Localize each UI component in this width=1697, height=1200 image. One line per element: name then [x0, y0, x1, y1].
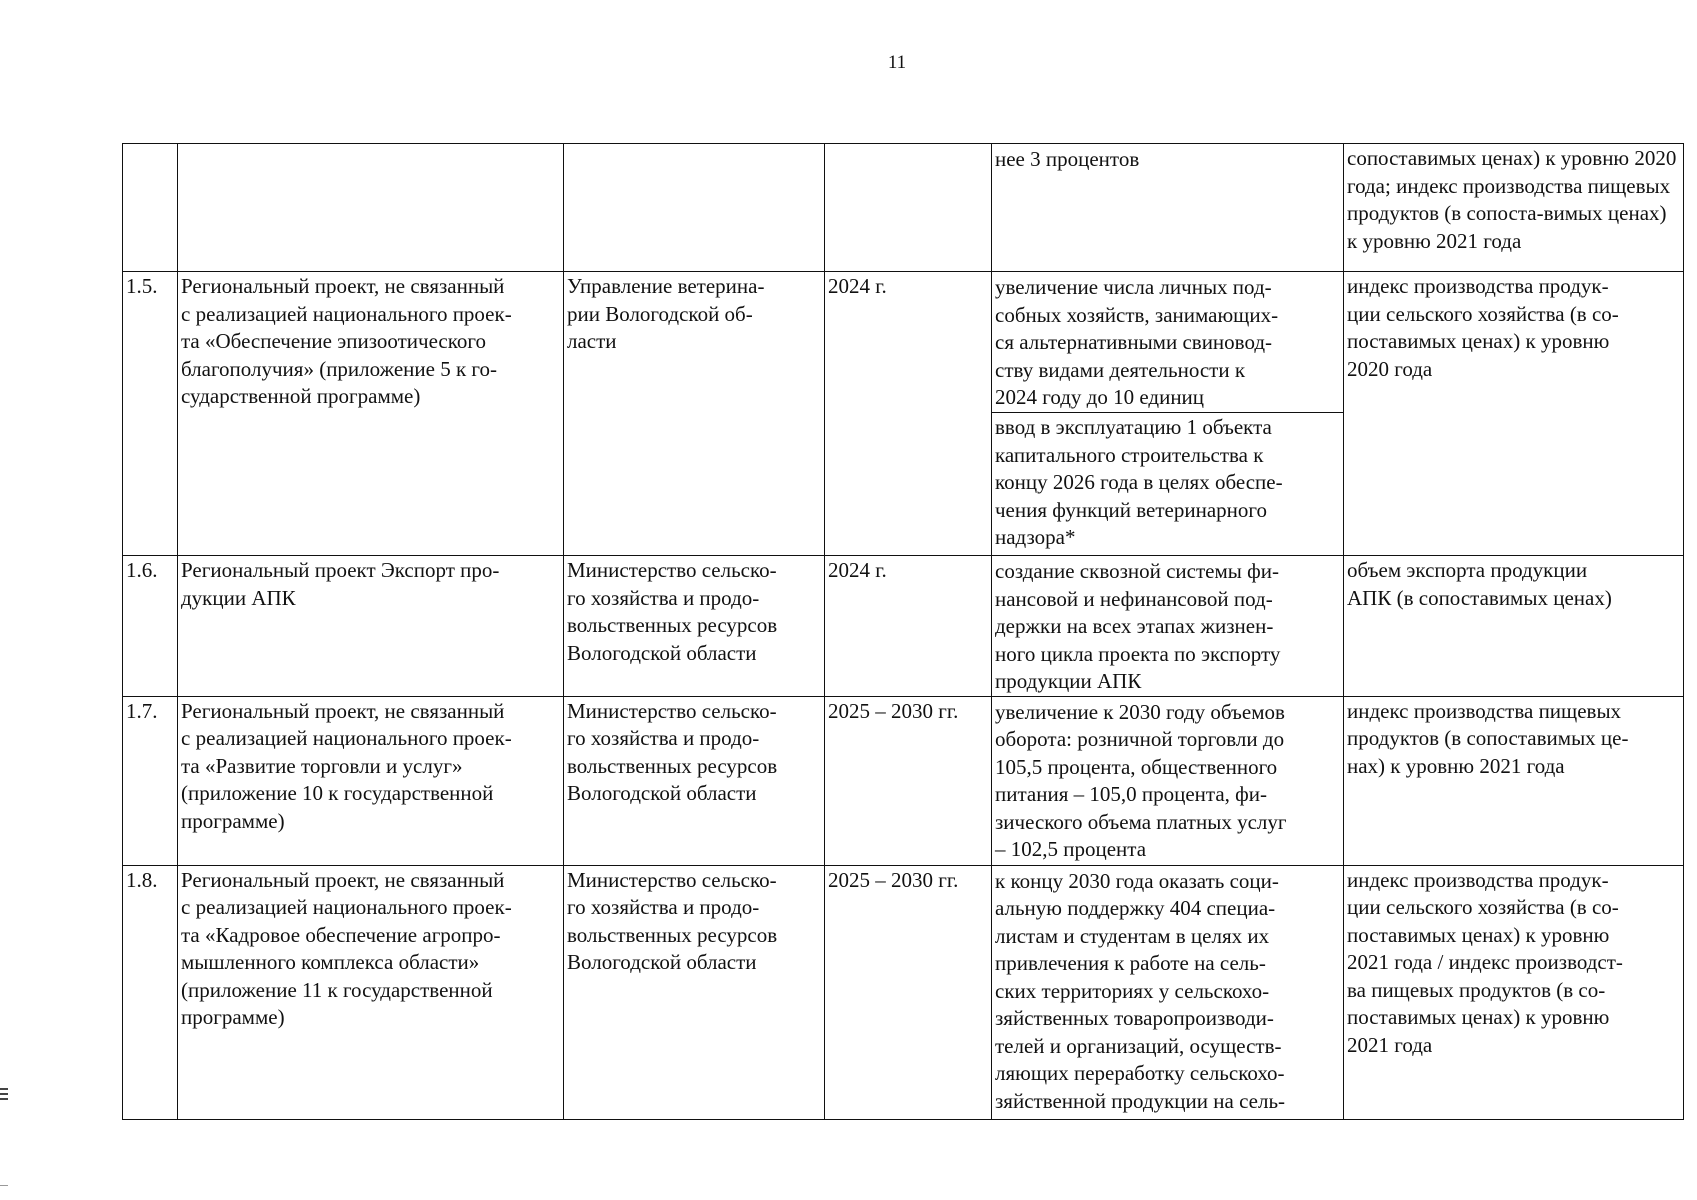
result-item: ввод в эксплуатацию 1 объекта капитального строительства к концу 2026 года в целях обеспе- чения функций ветеринарного надзора* [992, 412, 1343, 552]
table-row [123, 144, 1684, 272]
row-number-cell: 1.7. [123, 696, 178, 865]
responsible-cell [564, 144, 825, 272]
project-name-cell: Региональный проект Экспорт про- дукции АПК [178, 556, 564, 697]
row-number-cell [123, 144, 178, 272]
indicator-cell: индекс производства пищевых продуктов (в сопоставимых це- нах) к уровню 2021 года [1344, 696, 1684, 865]
row-number-cell: 1.5. [123, 272, 178, 556]
program-table [122, 143, 1684, 1120]
result-item: создание сквозной системы фи- нансовой и нефинансовой под- держки на всех этапах жизнен- ного цикла проекта по экспорту продукции АПК [995, 559, 1281, 693]
indicator-cell: сопоставимых ценах) к уровню 2020 года; индекс производства пищевых продуктов (в сопоста-вимых ценах) к уровню 2021 года [1344, 144, 1684, 272]
table-row [123, 556, 1684, 697]
margin-dash [0, 1185, 8, 1186]
row-number-cell: 1.6. [123, 556, 178, 697]
row-number-cell: 1.8. [123, 865, 178, 1119]
term-cell: 2024 г. [825, 272, 992, 556]
table-row [123, 272, 1684, 556]
indicator-cell: объем экспорта продукции АПК (в сопоставимых ценах) [1344, 556, 1684, 697]
responsible-cell: Министерство сельско- го хозяйства и продо- вольственных ресурсов Вологодской области [564, 865, 825, 1119]
term-cell: 2025 – 2030 гг. [825, 865, 992, 1119]
indicator-cell: индекс производства продук- ции сельского хозяйства (в со- поставимых ценах) к уровню 2020 года [1344, 272, 1684, 556]
margin-mark [0, 1088, 8, 1102]
indicator-cell: индекс производства продук- ции сельского хозяйства (в со- поставимых ценах) к уровню 2021 года / индекс производст- ва пищевых продуктов (в со- поставимых ценах) к уровню 2021 года [1344, 865, 1684, 1119]
project-name-cell: Региональный проект, не связанный с реализацией национального проек- та «Развитие торговли и услуг» (приложение 10 к государственной программе) [178, 696, 564, 865]
project-name-cell: Региональный проект, не связанный с реализацией национального проек- та «Обеспечение эпизоотического благополучия» (приложение 5 к го- сударственной программе) [178, 272, 564, 556]
result-item: к концу 2030 года оказать соци- альную поддержку 404 специа- листам и студентам в целях их привлечения к работе на сель- ских территориях у сельскохо- зяйственных товаропроизводи- телей и организаций, осуществ- ляющих переработку сельскохо- зяйственной продукции на сель- [995, 868, 1286, 1113]
term-cell [825, 144, 992, 272]
result-cell [992, 556, 1344, 697]
responsible-cell: Министерство сельско- го хозяйства и продо- вольственных ресурсов Вологодской области [564, 556, 825, 697]
result-cell [992, 144, 1344, 272]
result-item: увеличение к 2030 году объемов оборота: розничной торговли до 105,5 процента, общественного питания – 105,0 процента, фи- зического объема платных услуг – 102,5 процента [995, 699, 1287, 861]
result-cell [992, 696, 1344, 865]
term-cell: 2025 – 2030 гг. [825, 696, 992, 865]
result-item: увеличение числа личных под- собных хозяйств, занимающих- ся альтернативными свиновод- ству видами деятельности к 2024 году до 10 единиц [995, 275, 1279, 409]
table-row [123, 865, 1684, 1119]
table-row [123, 696, 1684, 865]
project-name-cell [178, 144, 564, 272]
page-number: 11 [887, 52, 907, 73]
result-item: нее 3 процентов [995, 147, 1140, 171]
result-cell [992, 272, 1344, 556]
responsible-cell: Министерство сельско- го хозяйства и продо- вольственных ресурсов Вологодской области [564, 696, 825, 865]
result-cell [992, 865, 1344, 1119]
term-cell: 2024 г. [825, 556, 992, 697]
project-name-cell: Региональный проект, не связанный с реализацией национального проек- та «Кадровое обеспечение агропро- мышленного комплекса области» (приложение 11 к государственной программе) [178, 865, 564, 1119]
responsible-cell: Управление ветерина- рии Вологодской об- ласти [564, 272, 825, 556]
